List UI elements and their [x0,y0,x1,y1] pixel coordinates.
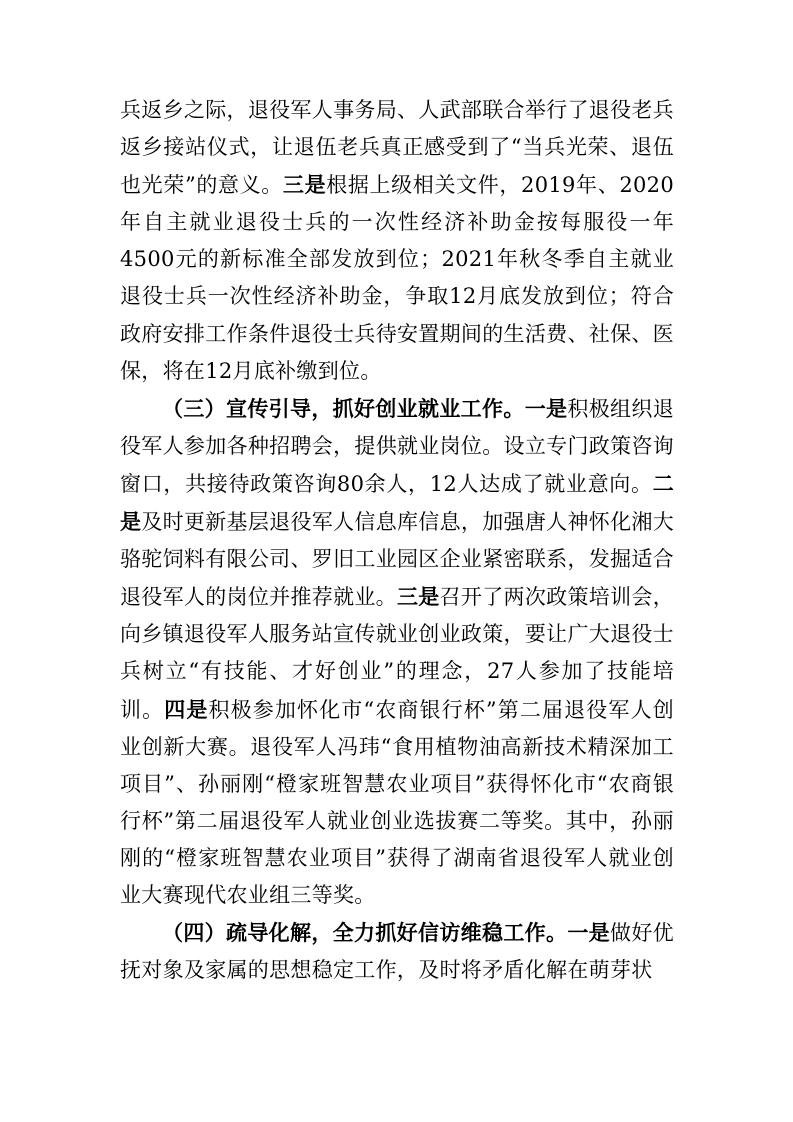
paragraph-text: 及时更新基层退役军人信息库信息，加强唐人神怀化湘大骆驼饲料有限公司、罗旧工业园区企业紧密联系，发掘适合退役军人的岗位并推荐就业。 [120,510,674,610]
paragraph-section-three [120,390,674,914]
bold-lead-second: 二是 [120,470,674,535]
bold-lead-third: 三是 [282,172,327,198]
document-body [120,92,674,989]
bold-lead-first: 一是 [524,395,568,421]
paragraph-text: 召开了两次政策培训会，向乡镇退役军人服务站宣传就业创业政策，要让广大退役士兵树立“有技能、才好创业”的理念，27人参加了技能培训。 [120,585,674,722]
paragraph-veteran-welcome [120,92,674,390]
paragraph-text: 做好优抚对象及家属的思想稳定工作，及时将矛盾化解在萌芽状 [120,921,674,983]
paragraph-section-four [120,914,674,989]
section-heading-three: （三）宣传引导，抓好创业就业工作。 [162,395,525,421]
paragraph-text: 兵返乡之际，退役军人事务局、人武部联合举行了退役老兵返乡接站仪式，让退伍老兵真正感受到了“当兵光荣、退伍也光荣”的意义。 [120,98,674,198]
section-heading-four: （四）疏导化解，全力抓好信访维稳工作。 [162,920,568,946]
paragraph-text: 积极参加怀化市“农商银行杯”第二届退役军人创业创新大赛。退役军人冯玮“食用植物油高新技术精深加工项目”、孙丽刚“橙家班智慧农业项目”获得怀化市“农商银行杯”第二届退役军人就业创业选拔赛二等奖。其中，孙丽刚的“橙家班智慧农业项目”获得了湖南省退役军人就业创业大赛现代农业组三等奖。 [120,697,674,907]
bold-lead-first: 一是 [567,920,611,946]
bold-lead-fourth: 四是 [164,696,209,722]
paragraph-text: 根据上级相关文件，2019年、2020年自主就业退役士兵的一次性经济补助金按每服役一年4500元的新标准全部发放到位；2021年秋冬季自主就业退役士兵一次性经济补助金，争取12月底发放到位；符合政府安排工作条件退役士兵待安置期间的生活费、社保、医保，将在12月底补缴到位。 [120,173,674,383]
paragraph-text: 积极组织退役军人参加各种招聘会，提供就业岗位。设立专门政策咨询窗口，共接待政策咨询80余人，12人达成了就业意向。 [120,396,674,496]
bold-lead-third: 三是 [397,584,440,610]
